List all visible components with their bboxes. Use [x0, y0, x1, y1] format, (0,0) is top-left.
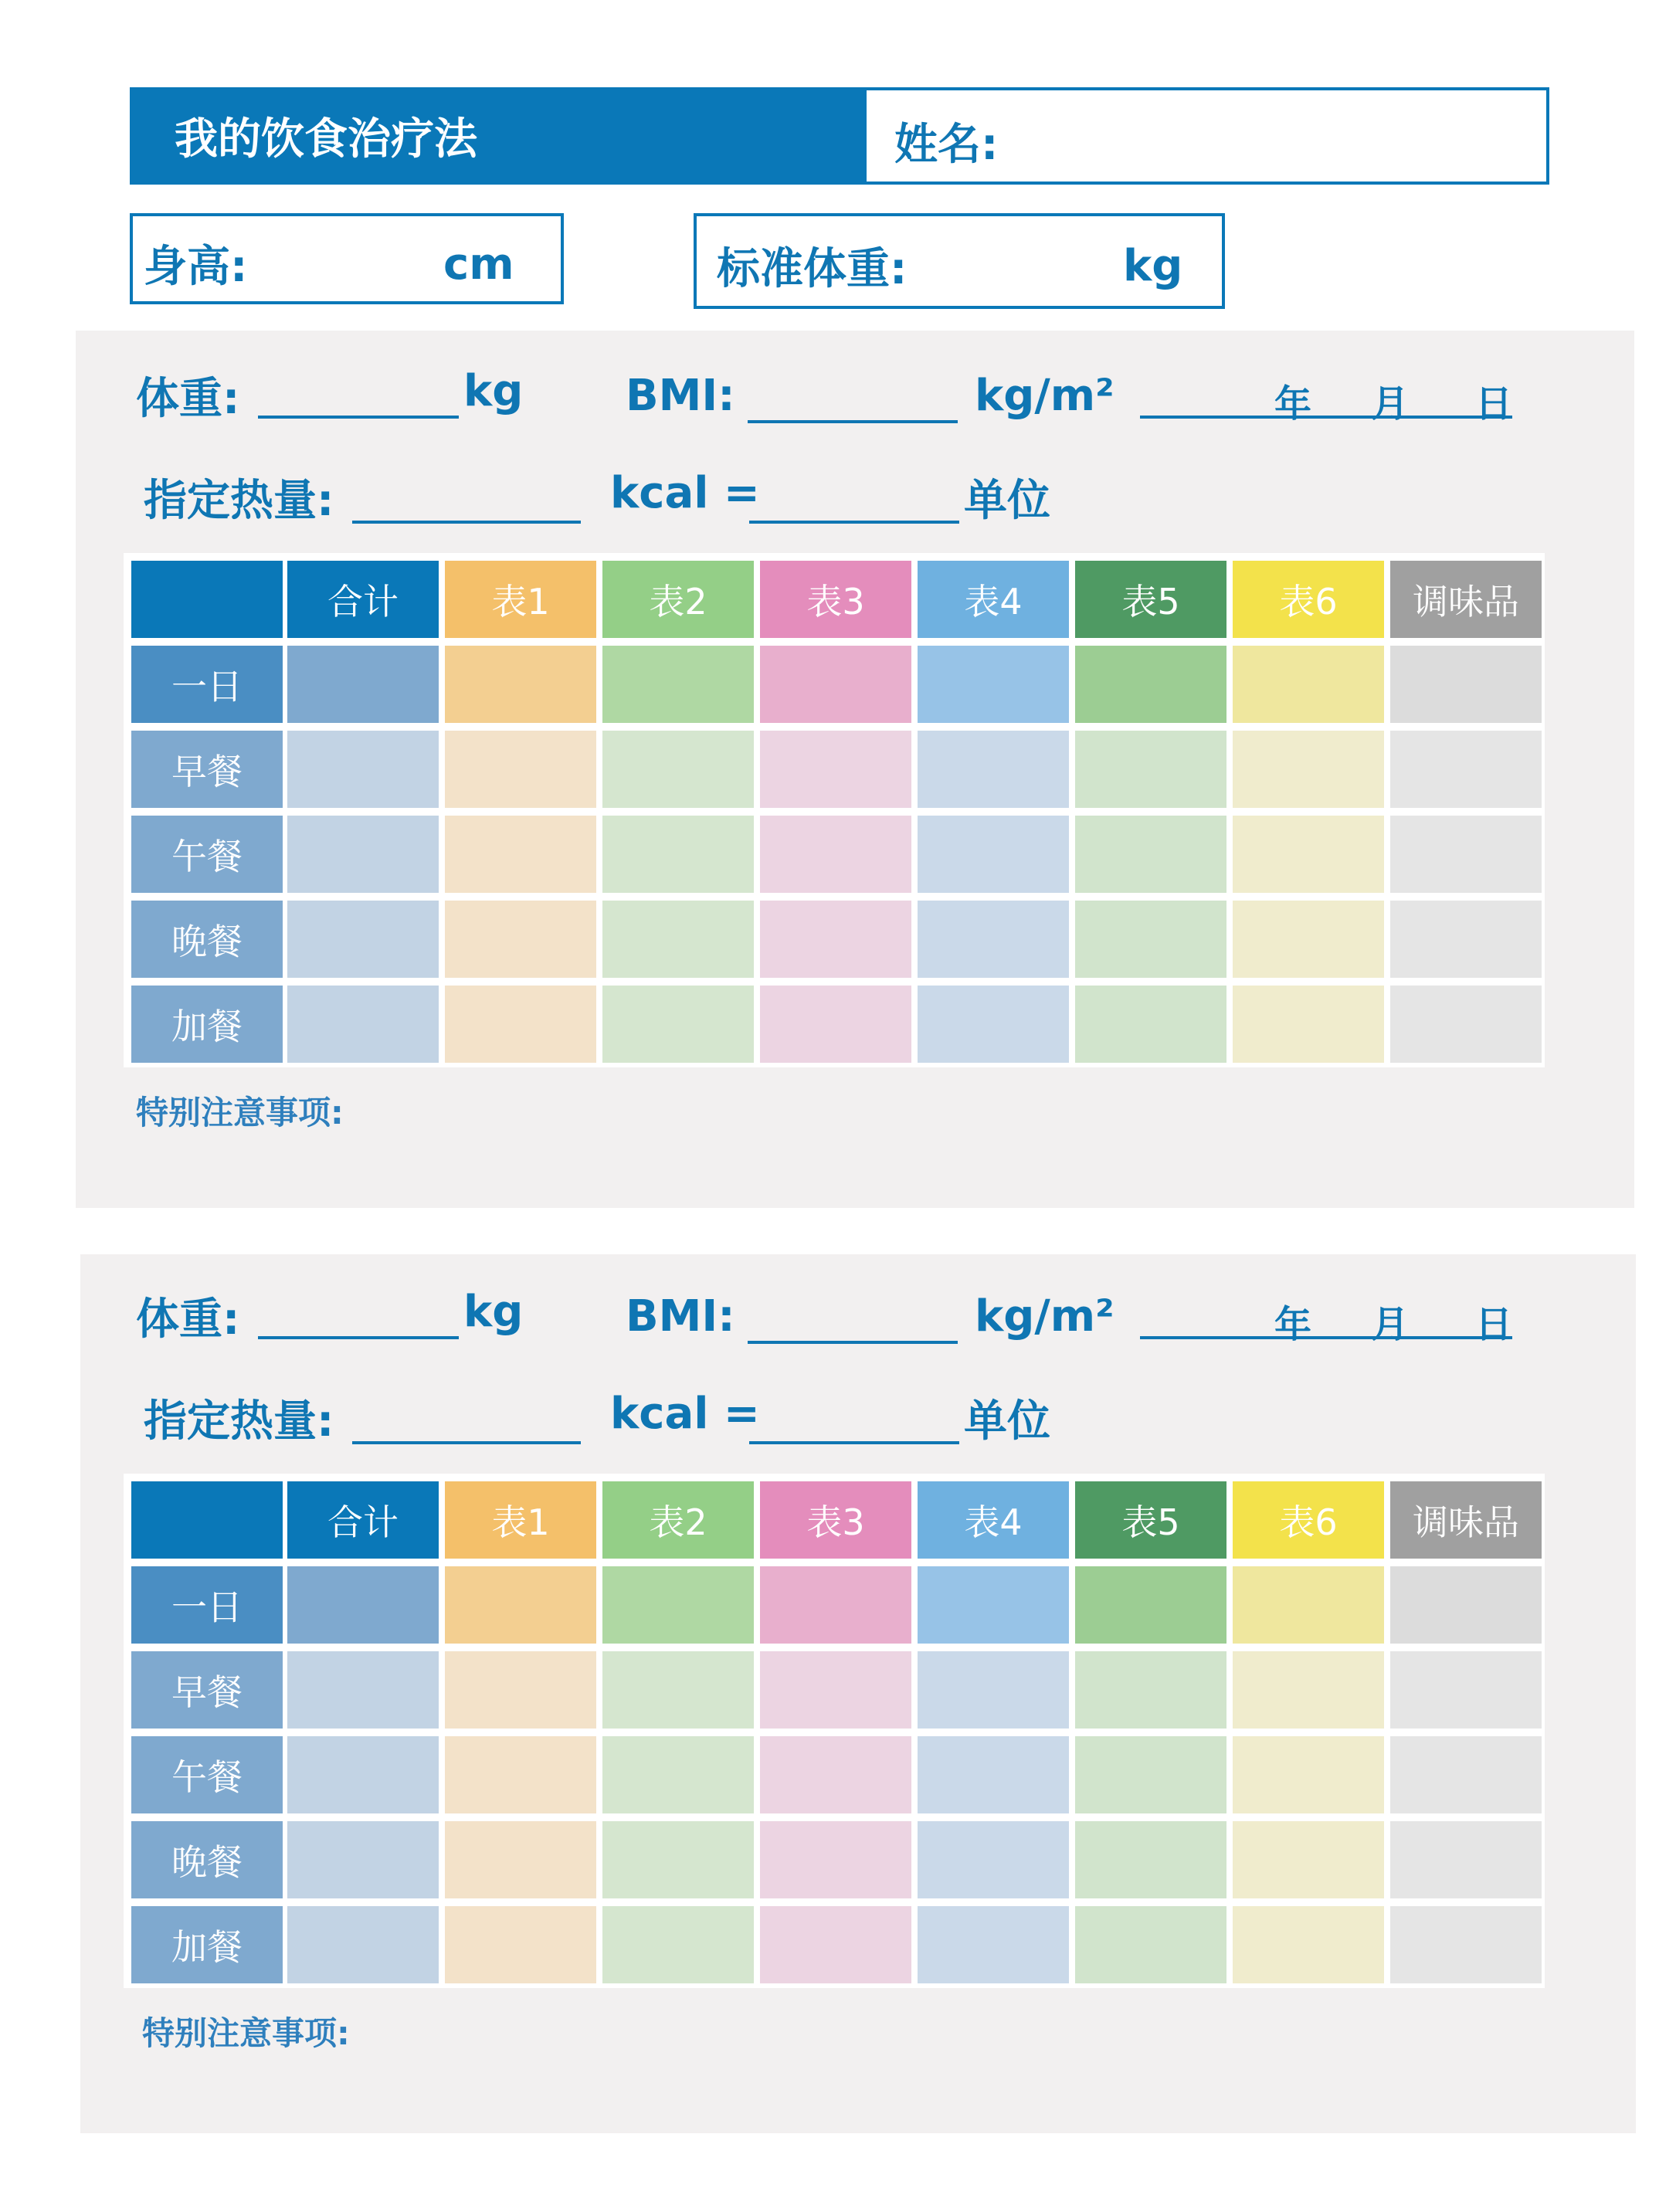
- title-text: 我的饮食治疗法: [175, 114, 477, 165]
- table-cell[interactable]: [760, 646, 911, 723]
- table-cell[interactable]: [445, 816, 596, 893]
- table-cell[interactable]: [445, 646, 596, 723]
- height-label: 身高:: [144, 242, 248, 292]
- column-header: 表1: [445, 561, 596, 638]
- table-cell[interactable]: [918, 646, 1069, 723]
- table-cell[interactable]: [1233, 816, 1384, 893]
- bmi-unit: kg/m²: [975, 371, 1115, 421]
- table-cell[interactable]: [1075, 1651, 1226, 1729]
- table-cell[interactable]: [602, 986, 754, 1063]
- row-header: 加餐: [131, 1906, 283, 1983]
- table-cell[interactable]: [1075, 901, 1226, 978]
- table-cell[interactable]: [1075, 646, 1226, 723]
- table-cell[interactable]: [445, 1821, 596, 1898]
- table-cell[interactable]: [760, 1651, 911, 1729]
- calorie-label: 指定热量:: [144, 1396, 334, 1447]
- column-header: 调味品: [1390, 1481, 1542, 1559]
- table-cell[interactable]: [287, 1566, 439, 1644]
- column-header: 表2: [602, 1481, 754, 1559]
- units-label: 单位: [964, 476, 1050, 526]
- notes-label: 特别注意事项:: [142, 2014, 350, 2052]
- table-corner: [131, 561, 283, 638]
- column-header: 合计: [287, 561, 439, 638]
- table-cell[interactable]: [602, 1906, 754, 1983]
- table-cell[interactable]: [287, 1906, 439, 1983]
- table-cell[interactable]: [1390, 986, 1542, 1063]
- date-day: 日: [1475, 382, 1513, 426]
- units-input-line[interactable]: [749, 1441, 959, 1444]
- column-header: 合计: [287, 1481, 439, 1559]
- calorie-input-line[interactable]: [352, 1441, 581, 1444]
- table-cell[interactable]: [1390, 1651, 1542, 1729]
- column-header: 表3: [760, 561, 911, 638]
- column-header: 调味品: [1390, 561, 1542, 638]
- table-cell[interactable]: [602, 1736, 754, 1813]
- row-header: 加餐: [131, 986, 283, 1063]
- height-unit: cm: [443, 239, 514, 290]
- page-title: [130, 87, 863, 185]
- column-header: 表6: [1233, 1481, 1384, 1559]
- table-cell[interactable]: [602, 816, 754, 893]
- table-cell[interactable]: [1233, 1566, 1384, 1644]
- table-cell[interactable]: [918, 1651, 1069, 1729]
- table-cell[interactable]: [1075, 816, 1226, 893]
- table-cell[interactable]: [287, 731, 439, 808]
- column-header: 表4: [918, 561, 1069, 638]
- standard-weight-field[interactable]: [694, 213, 1225, 309]
- height-field[interactable]: [130, 213, 564, 304]
- table-cell[interactable]: [1075, 1906, 1226, 1983]
- column-header: 表1: [445, 1481, 596, 1559]
- table-cell[interactable]: [1390, 1566, 1542, 1644]
- table-cell[interactable]: [1390, 1736, 1542, 1813]
- table-cell[interactable]: [602, 646, 754, 723]
- table-cell[interactable]: [445, 1651, 596, 1729]
- table-cell[interactable]: [287, 901, 439, 978]
- column-header: 表6: [1233, 561, 1384, 638]
- kcal-label: kcal =: [610, 1389, 760, 1439]
- table-cell[interactable]: [918, 816, 1069, 893]
- weight-input-line[interactable]: [258, 416, 459, 419]
- date-year: 年: [1274, 382, 1312, 426]
- table-cell[interactable]: [760, 816, 911, 893]
- table-cell[interactable]: [1075, 1736, 1226, 1813]
- bmi-input-line[interactable]: [748, 420, 958, 423]
- table-corner: [131, 1481, 283, 1559]
- table-cell[interactable]: [760, 1821, 911, 1898]
- table-cell[interactable]: [1390, 1821, 1542, 1898]
- table-cell[interactable]: [918, 1736, 1069, 1813]
- table-cell[interactable]: [1233, 1906, 1384, 1983]
- table-cell[interactable]: [760, 986, 911, 1063]
- column-header: 表2: [602, 561, 754, 638]
- table-cell[interactable]: [1233, 901, 1384, 978]
- table-cell[interactable]: [445, 1906, 596, 1983]
- bmi-unit: kg/m²: [975, 1291, 1115, 1342]
- table-cell[interactable]: [1390, 1906, 1542, 1983]
- table-cell[interactable]: [1075, 1566, 1226, 1644]
- row-header: 午餐: [131, 816, 283, 893]
- row-header: 午餐: [131, 1736, 283, 1813]
- table-cell[interactable]: [445, 1566, 596, 1644]
- row-header: 早餐: [131, 1651, 283, 1729]
- row-header: 一日: [131, 1566, 283, 1644]
- table-cell[interactable]: [918, 1566, 1069, 1644]
- standard-weight-label: 标准体重:: [717, 244, 908, 294]
- units-label: 单位: [964, 1396, 1050, 1447]
- weight-label: 体重:: [136, 374, 240, 424]
- column-header: 表4: [918, 1481, 1069, 1559]
- table-cell[interactable]: [1390, 646, 1542, 723]
- table-cell[interactable]: [918, 731, 1069, 808]
- notes-label: 特别注意事项:: [136, 1094, 344, 1131]
- table-cell[interactable]: [1075, 731, 1226, 808]
- table-cell[interactable]: [918, 986, 1069, 1063]
- table-cell[interactable]: [918, 1906, 1069, 1983]
- date-input-line[interactable]: [1140, 416, 1512, 419]
- table-cell[interactable]: [287, 1821, 439, 1898]
- date-day: 日: [1475, 1303, 1513, 1346]
- table-cell[interactable]: [918, 1821, 1069, 1898]
- weight-label: 体重:: [136, 1294, 240, 1345]
- table-cell[interactable]: [602, 901, 754, 978]
- bmi-label: BMI:: [626, 371, 735, 421]
- date-month: 月: [1372, 1303, 1410, 1346]
- column-header: 表3: [760, 1481, 911, 1559]
- table-cell[interactable]: [287, 1651, 439, 1729]
- units-input-line[interactable]: [749, 521, 959, 524]
- calorie-label: 指定热量:: [144, 476, 334, 526]
- table-cell[interactable]: [1233, 1821, 1384, 1898]
- row-header: 晚餐: [131, 1821, 283, 1898]
- table-cell[interactable]: [760, 1566, 911, 1644]
- table-cell[interactable]: [918, 901, 1069, 978]
- table-cell[interactable]: [1233, 1651, 1384, 1729]
- table-cell[interactable]: [1390, 731, 1542, 808]
- date-input-line[interactable]: [1140, 1336, 1512, 1339]
- row-header: 早餐: [131, 731, 283, 808]
- standard-weight-unit: kg: [1123, 241, 1183, 291]
- table-cell[interactable]: [1390, 901, 1542, 978]
- bmi-input-line[interactable]: [748, 1341, 958, 1344]
- column-header: 表5: [1075, 1481, 1226, 1559]
- kcal-label: kcal =: [610, 468, 760, 518]
- date-year: 年: [1274, 1303, 1312, 1346]
- name-field[interactable]: [863, 87, 1549, 185]
- table-cell[interactable]: [287, 646, 439, 723]
- table-cell[interactable]: [1233, 986, 1384, 1063]
- table-cell[interactable]: [445, 1736, 596, 1813]
- table-cell[interactable]: [760, 901, 911, 978]
- table-cell[interactable]: [760, 731, 911, 808]
- weight-input-line[interactable]: [258, 1336, 459, 1339]
- date-month: 月: [1372, 382, 1410, 426]
- table-cell[interactable]: [602, 1651, 754, 1729]
- table-cell[interactable]: [1075, 1821, 1226, 1898]
- table-cell[interactable]: [445, 901, 596, 978]
- weight-unit: kg: [463, 366, 524, 416]
- table-cell[interactable]: [1075, 986, 1226, 1063]
- bmi-label: BMI:: [626, 1291, 735, 1342]
- name-label: 姓名:: [894, 120, 999, 170]
- table-cell[interactable]: [760, 1736, 911, 1813]
- row-header: 晚餐: [131, 901, 283, 978]
- table-cell[interactable]: [760, 1906, 911, 1983]
- table-cell[interactable]: [445, 731, 596, 808]
- table-cell[interactable]: [602, 1821, 754, 1898]
- row-header: 一日: [131, 646, 283, 723]
- table-cell[interactable]: [1233, 1736, 1384, 1813]
- table-cell[interactable]: [445, 986, 596, 1063]
- table-cell[interactable]: [1233, 731, 1384, 808]
- table-cell[interactable]: [287, 816, 439, 893]
- weight-unit: kg: [463, 1287, 524, 1337]
- table-cell[interactable]: [287, 1736, 439, 1813]
- table-cell[interactable]: [602, 731, 754, 808]
- table-cell[interactable]: [287, 986, 439, 1063]
- calorie-input-line[interactable]: [352, 521, 581, 524]
- column-header: 表5: [1075, 561, 1226, 638]
- table-cell[interactable]: [1390, 816, 1542, 893]
- table-cell[interactable]: [1233, 646, 1384, 723]
- table-cell[interactable]: [602, 1566, 754, 1644]
